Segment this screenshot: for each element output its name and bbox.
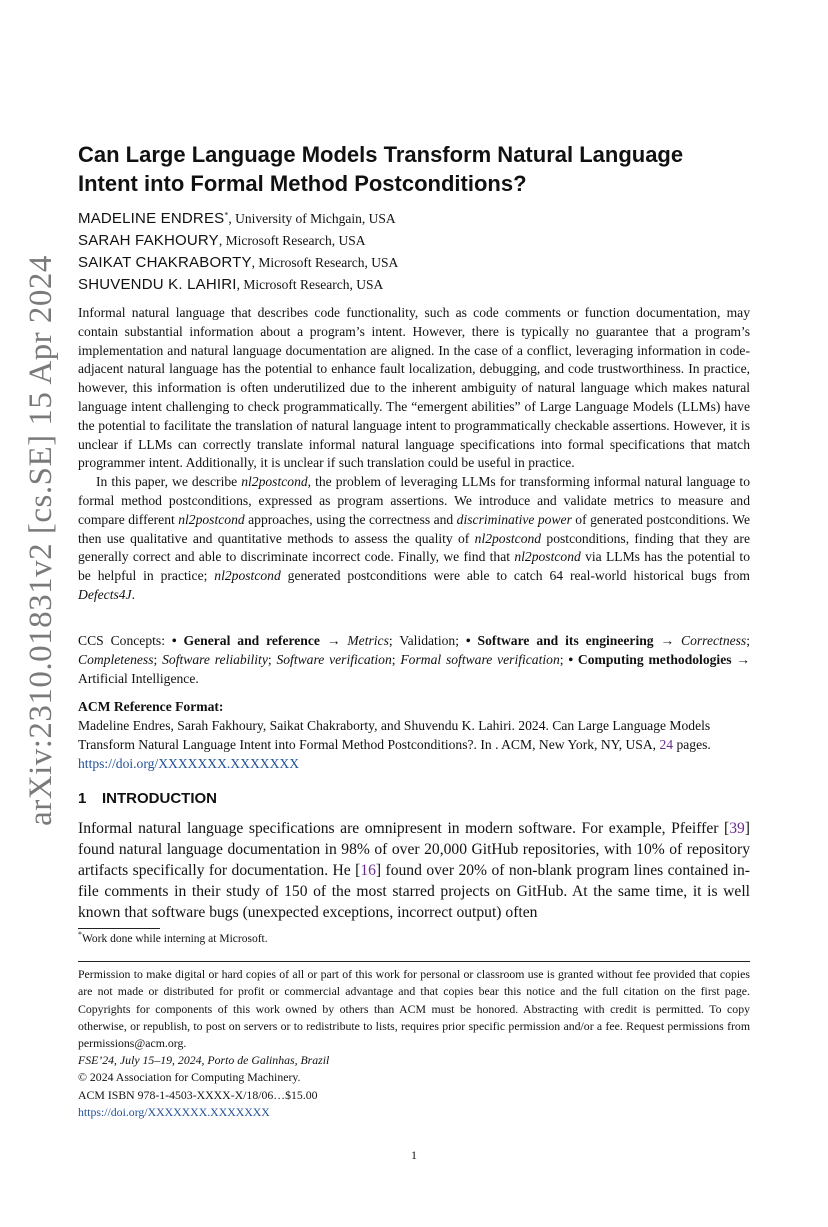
author-name: SHUVENDU K. LAHIRI xyxy=(78,276,237,293)
footnote-text: Work done while interning at Microsoft. xyxy=(82,933,268,945)
author-affiliation: , Microsoft Research, USA xyxy=(218,233,366,248)
acm-reference-heading: ACM Reference Format: xyxy=(78,699,224,714)
abstract-emphasis: nl2postcond xyxy=(214,568,281,584)
author-entry xyxy=(78,274,750,296)
acm-reference-body: pages. xyxy=(673,737,711,752)
arxiv-stamp xyxy=(6,245,76,835)
introduction-paragraph xyxy=(78,818,750,923)
acm-reference-format xyxy=(78,697,750,773)
author-footnote-mark: * xyxy=(224,210,229,220)
ccs-sep: ; xyxy=(559,652,569,667)
ccs-term: Software verification xyxy=(276,652,392,667)
author-affiliation: , University of Michgain, USA xyxy=(228,211,396,226)
author-name: MADELINE ENDRES xyxy=(78,210,225,227)
conference-line: FSE’24, July 15–19, 2024, Porto de Galinhas, Brazil xyxy=(78,1053,330,1067)
intro-text: ] found over 20% of non-blank program lines contained in-file comments in their study of 150 of the most starred projects on GitHub. At the same time, it is well known that software bugs (unexpected exceptions, incorrect output) often xyxy=(78,862,750,921)
paper-title xyxy=(78,140,750,198)
ccs-arrow: → xyxy=(731,652,750,667)
ccs-term: Metrics xyxy=(347,633,389,648)
ccs-term: Completeness xyxy=(78,652,154,667)
ccs-group: • General and reference xyxy=(171,633,320,648)
page-number: 1 xyxy=(411,1148,417,1162)
permission-notice: Permission to make digital or hard copies of all or part of this work for personal or classroom use is granted without fee provided that copies are not made or distributed for profit or commercial advantage and that copies bear this notice and the full citation on the first page. Copyrights for components of this work owned by others than ACM must be honored. Abstracting with credit is permitted. To copy otherwise, or republish, to post on servers or to redistribute to lists, requires prior specific permission and/or a fee. Request permissions from permissions@acm.org. xyxy=(78,967,750,1051)
doi-link[interactable]: https://doi.org/XXXXXXX.XXXXXXX xyxy=(78,756,300,771)
abstract-emphasis: nl2postcond xyxy=(178,511,245,527)
ccs-term: ; Validation; xyxy=(388,633,466,648)
ccs-lead: CCS Concepts: xyxy=(78,633,172,648)
citation-link[interactable]: 16 xyxy=(360,862,376,879)
abstract-paragraph-2 xyxy=(78,473,750,605)
page-count-link[interactable]: 24 xyxy=(659,737,674,752)
ccs-term: Formal software verification xyxy=(400,652,560,667)
ccs-arrow: → xyxy=(653,633,682,648)
doi-link[interactable]: https://doi.org/XXXXXXX.XXXXXXX xyxy=(78,1104,270,1119)
ccs-concepts xyxy=(78,631,750,688)
abstract-emphasis: Defects4J xyxy=(78,586,132,602)
ccs-group: • Software and its engineering xyxy=(465,633,654,648)
author-affiliation: , Microsoft Research, USA xyxy=(236,277,384,292)
intro-text: Informal natural language specifications are omnipresent in modern software. For example, Pfeiffer [ xyxy=(78,820,730,837)
acm-reference-body: Madeline Endres, Sarah Fakhoury, Saikat Chakraborty, and Shuvendu K. Lahiri. 2024. Can Large Language Models Transform Natural Language Intent into Formal Method Postconditions?. In . ACM, New York, NY, USA, xyxy=(78,718,711,752)
abstract-text: . xyxy=(131,586,135,602)
abstract-text: postconditions, finding that they are generally correct and able to discriminate incorrect code. Finally, we find that xyxy=(78,530,750,565)
footnote xyxy=(78,930,268,945)
author-list xyxy=(78,208,750,296)
footnote-mark: * xyxy=(78,930,82,940)
abstract-emphasis: discriminative power xyxy=(456,511,572,527)
title-line-2: Intent into Formal Method Postconditions? xyxy=(78,171,527,196)
copyright-line: © 2024 Association for Computing Machinery. xyxy=(78,1070,301,1085)
abstract-text: In this paper, we describe xyxy=(96,474,242,490)
ccs-term: Correctness xyxy=(681,633,747,648)
isbn-line: ACM ISBN 978-1-4503-XXXX-X/18/06…$15.00 xyxy=(78,1087,318,1102)
intro-text: ] found natural language documentation in 98% of over 20,000 GitHub repositories, with 10% of repository artifacts specifically for documentation. He [ xyxy=(78,820,750,879)
section-number: 1 xyxy=(78,790,87,807)
abstract-emphasis: nl2postcond xyxy=(241,474,308,490)
footnote-rule xyxy=(78,928,160,929)
title-line-1: Can Large Language Models Transform Natural Language xyxy=(78,142,684,167)
publication-metadata xyxy=(78,1052,750,1121)
arxiv-stamp-text: arXiv:2310.01831v2 [cs.SE] 15 Apr 2024 xyxy=(22,254,59,826)
author-entry xyxy=(78,230,750,252)
ccs-sep: ; xyxy=(746,633,751,648)
ccs-term: Artificial Intelligence. xyxy=(78,671,199,686)
abstract-emphasis: nl2postcond xyxy=(514,549,581,565)
author-name: SAIKAT CHAKRABORTY xyxy=(78,254,252,271)
ccs-sep: ; xyxy=(153,652,163,667)
acm-reference-text xyxy=(78,716,750,773)
section-title: INTRODUCTION xyxy=(102,790,217,807)
abstract-text: , the problem of leveraging LLMs for transforming informal natural language to formal method postconditions, expressed as program assertions. We introduce and validate metrics to measure and compare different xyxy=(78,474,751,527)
abstract-paragraph-1: Informal natural language that describes code functionality, such as code comments or function documentation, may contain substantial information about a program’s intent. However, there is typically no guarantee that a program’s implementation and natural language documentation are aligned. In the case of a conflict, leveraging information in code-adjacent natural language has the potential to enhance fault localization, debugging, and code trustworthiness. In practice, however, this information is often underutilized due to the inherent ambiguity of natural language which makes natural language intent challenging to check programmatically. The “emergent abilities” of Large Language Models (LLMs) have the potential to facilitate the translation of natural language intent to programmatically checkable assertions. However, it is unclear if LLMs can correctly translate informal natural language specifications into formal specifications that match programmer intent. Additionally, it is unclear if such translation could be useful in practice. xyxy=(78,305,750,471)
author-entry xyxy=(78,252,750,274)
permission-rule xyxy=(78,961,750,962)
abstract xyxy=(78,304,750,605)
ccs-sep: ; xyxy=(391,652,401,667)
ccs-term: Software reliability xyxy=(162,652,268,667)
ccs-arrow: → xyxy=(319,633,348,648)
abstract-text: via LLMs has the potential to be helpful in practice; xyxy=(78,549,750,584)
author-affiliation: , Microsoft Research, USA xyxy=(251,255,399,270)
section-heading xyxy=(78,790,217,807)
abstract-text: generated postconditions were able to catch 64 real-world historical bugs from xyxy=(280,568,750,584)
author-entry xyxy=(78,208,750,230)
ccs-group: • Computing methodologies xyxy=(568,652,732,667)
author-name: SARAH FAKHOURY xyxy=(78,232,219,249)
citation-link[interactable]: 39 xyxy=(729,820,745,837)
ccs-sep: ; xyxy=(267,652,277,667)
abstract-text: of generated postconditions. We then use qualitative and quantitative methods to assess the quality of xyxy=(78,511,750,546)
abstract-text: approaches, using the correctness and xyxy=(244,511,457,527)
abstract-emphasis: nl2postcond xyxy=(474,530,542,546)
